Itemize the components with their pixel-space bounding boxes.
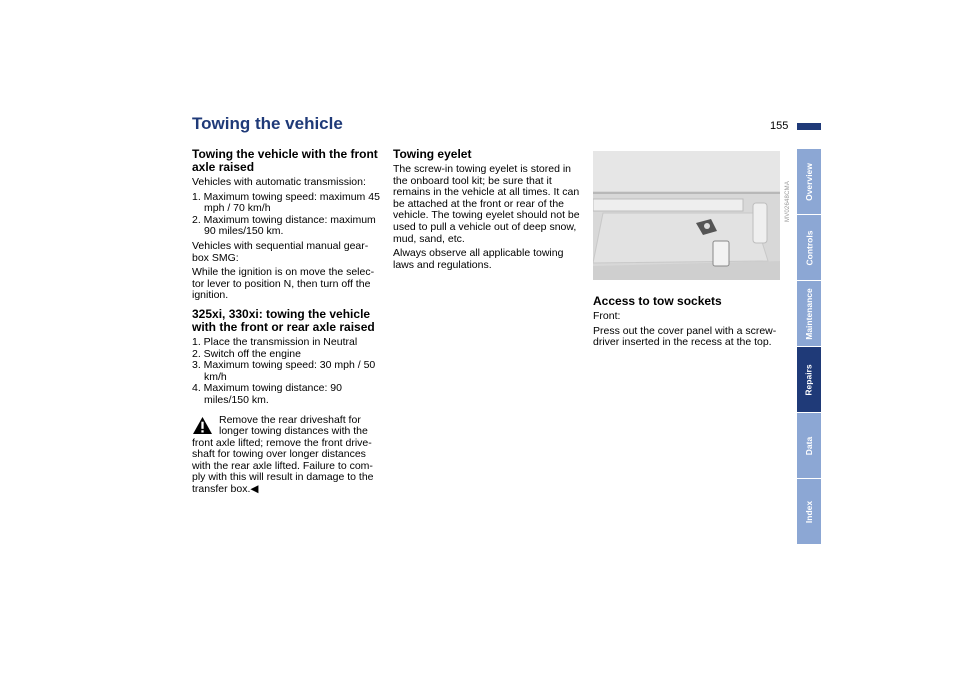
list-item: 1. Maximum towing speed: maximum 45 mph / 70 km/h (192, 190, 380, 215)
tab-label: Data (804, 436, 814, 455)
tab-index[interactable] (797, 479, 821, 544)
tab-label: Index (803, 500, 814, 523)
page-number: 155 (770, 120, 789, 132)
section-heading-tow-sockets: Access to tow sockets (593, 294, 722, 308)
tab-data[interactable] (797, 413, 821, 478)
warning-triangle-icon (192, 416, 213, 435)
tab-maintenance[interactable] (797, 281, 821, 346)
list-item: 2. Switch off the engine (192, 347, 301, 360)
list-item: 2. Maximum towing distance: maximum 90 miles/150 km. (192, 213, 376, 238)
page-title: Towing the vehicle (192, 114, 343, 133)
list-item: 1. Place the transmission in Neutral (192, 335, 358, 348)
paragraph-laws: Always observe all applicable towing laws and regulations. (393, 247, 564, 271)
page-number-bar (797, 123, 821, 130)
column-3 (593, 295, 785, 352)
tab-repairs[interactable] (797, 347, 821, 412)
tab-label: Maintenance (804, 287, 814, 340)
paragraph-automatic: Vehicles with automatic transmission: (192, 176, 366, 188)
section-heading-front-axle: Towing the vehicle with the front axle raised (192, 147, 378, 174)
tab-label: Overview (804, 162, 814, 201)
column-1 (192, 148, 382, 499)
warning-text: Remove the rear driveshaft for longer towing distances with the front axle lifted; remove the front drive-shaft for towing over longer distances with the rear axle lifted. Failure to com-ply with this will result in damage to the transfer box.◀ (192, 413, 374, 496)
steps-list-xi (192, 337, 382, 407)
tab-overview[interactable] (797, 149, 821, 214)
list-item: 3. Maximum towing speed: 30 mph / 50 km/h (192, 359, 376, 383)
section-heading-towing-eyelet: Towing eyelet (393, 147, 472, 161)
paragraph-eyelet: The screw-in towing eyelet is stored in the onboard tool kit; be sure that it remains in the vehicle at all times. It can be attached at the front or rear of the vehicle. The towing eyelet should not be used to pull a vehicle out of deep snow, mud, sand, etc. (393, 163, 580, 245)
warning-block (192, 415, 382, 496)
steps-list-automatic (192, 192, 382, 238)
image-code: MV02648CMA (785, 180, 791, 222)
paragraph-selector-lever: While the ignition is on move the selec-tor lever to position N, then turn off the ignition. (192, 266, 375, 302)
tab-label: Repairs (804, 363, 814, 396)
tab-label: Controls (804, 230, 815, 265)
paragraph-cover-panel: Press out the cover panel with a screw-driver inserted in the recess at the top. (593, 324, 777, 349)
tow-socket-cover-image (593, 151, 780, 280)
section-heading-xi-models: 325xi, 330xi: towing the vehicle with the front or rear axle raised (192, 306, 375, 334)
paragraph-smg: Vehicles with sequential manual gear-box SMG: (192, 239, 369, 264)
column-2 (393, 148, 583, 274)
paragraph-front: Front: (593, 310, 621, 322)
side-navigation (797, 149, 821, 545)
list-item: 4. Maximum towing distance: 90 miles/150 km. (192, 382, 342, 406)
tab-controls[interactable] (797, 215, 821, 280)
